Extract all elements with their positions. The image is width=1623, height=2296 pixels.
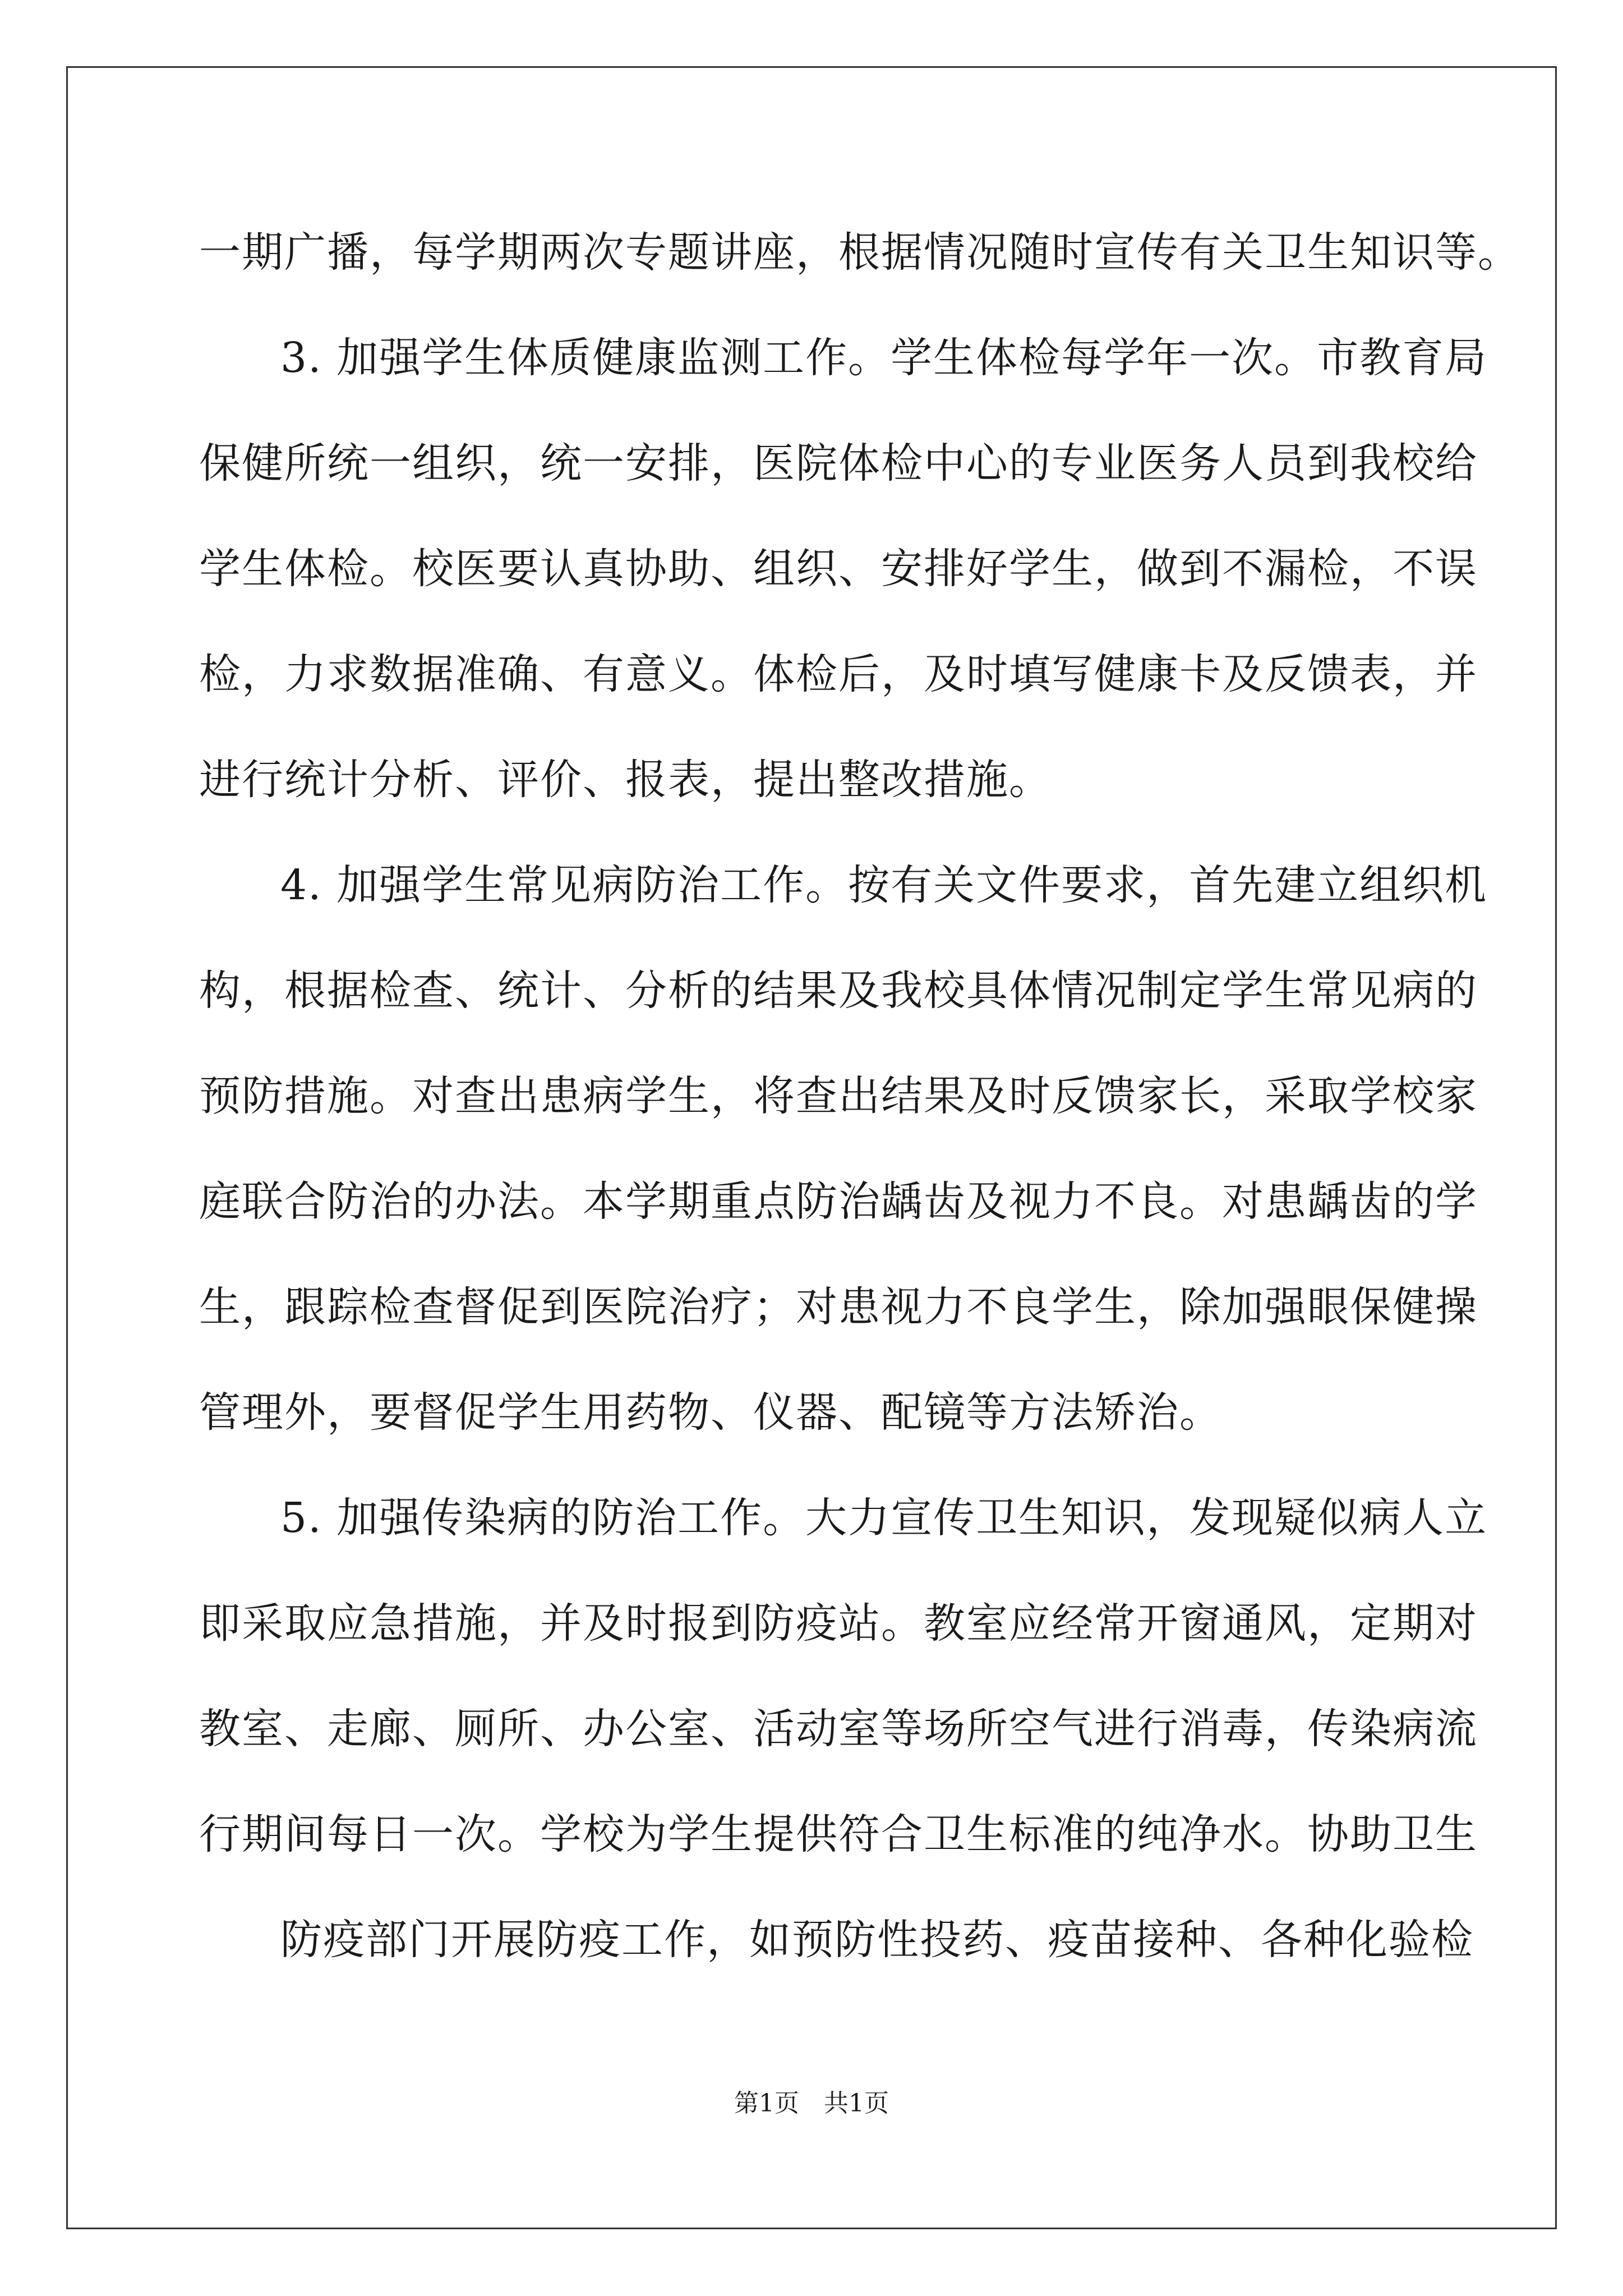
text-line-12: 管理外，要督促学生用药物、仪器、配镜等方法矫治。 (199, 1388, 1222, 1437)
text-line-17: 防疫部门开展防疫工作，如预防性投药、疫苗接种、各种化验检 (280, 1916, 1474, 1964)
text-line-10: 庭联合防治的办法。本学期重点防治龋齿及视力不良。对患龋齿的学 (199, 1177, 1478, 1226)
text-line-3: 保健所统一组织，统一安排，医院体检中心的专业医务人员到我校给 (199, 439, 1478, 487)
text-line-8: 构，根据检查、统计、分析的结果及我校具体情况制定学生常见病的 (199, 967, 1478, 1015)
text-line-1: 一期广播，每学期两次专题讲座，根据情况随时宣传有关卫生知识等。 (199, 228, 1520, 277)
text-line-14: 即采取应急措施，并及时报到防疫站。教室应经常开窗通风，定期对 (199, 1599, 1478, 1648)
page-number-footer: 第1页 共1页 (734, 2089, 889, 2118)
text-line-11: 生，跟踪检查督促到医院治疗；对患视力不良学生，除加强眼保健操 (199, 1283, 1478, 1331)
text-line-15: 教室、走廊、厕所、办公室、活动室等场所空气进行消毒，传染病流 (199, 1705, 1478, 1753)
text-line-2: 3. 加强学生体质健康监测工作。学生体检每学年一次。市教育局 (280, 334, 1488, 382)
text-line-6: 进行统计分析、评价、报表，提出整改措施。 (199, 756, 1052, 804)
text-line-4: 学生体检。校医要认真协助、组织、安排好学生，做到不漏检，不误 (199, 545, 1478, 593)
page-border (66, 66, 1557, 2229)
text-line-7: 4. 加强学生常见病防治工作。按有关文件要求，首先建立组织机 (280, 861, 1488, 909)
text-line-9: 预防措施。对查出患病学生，将查出结果及时反馈家长，采取学校家 (199, 1072, 1478, 1120)
text-line-5: 检，力求数据准确、有意义。体检后，及时填写健康卡及反馈表，并 (199, 650, 1478, 698)
text-line-16: 行期间每日一次。学校为学生提供符合卫生标准的纯净水。协助卫生 (199, 1810, 1478, 1858)
text-line-13: 5. 加强传染病的防治工作。大力宣传卫生知识，发现疑似病人立 (280, 1494, 1488, 1542)
